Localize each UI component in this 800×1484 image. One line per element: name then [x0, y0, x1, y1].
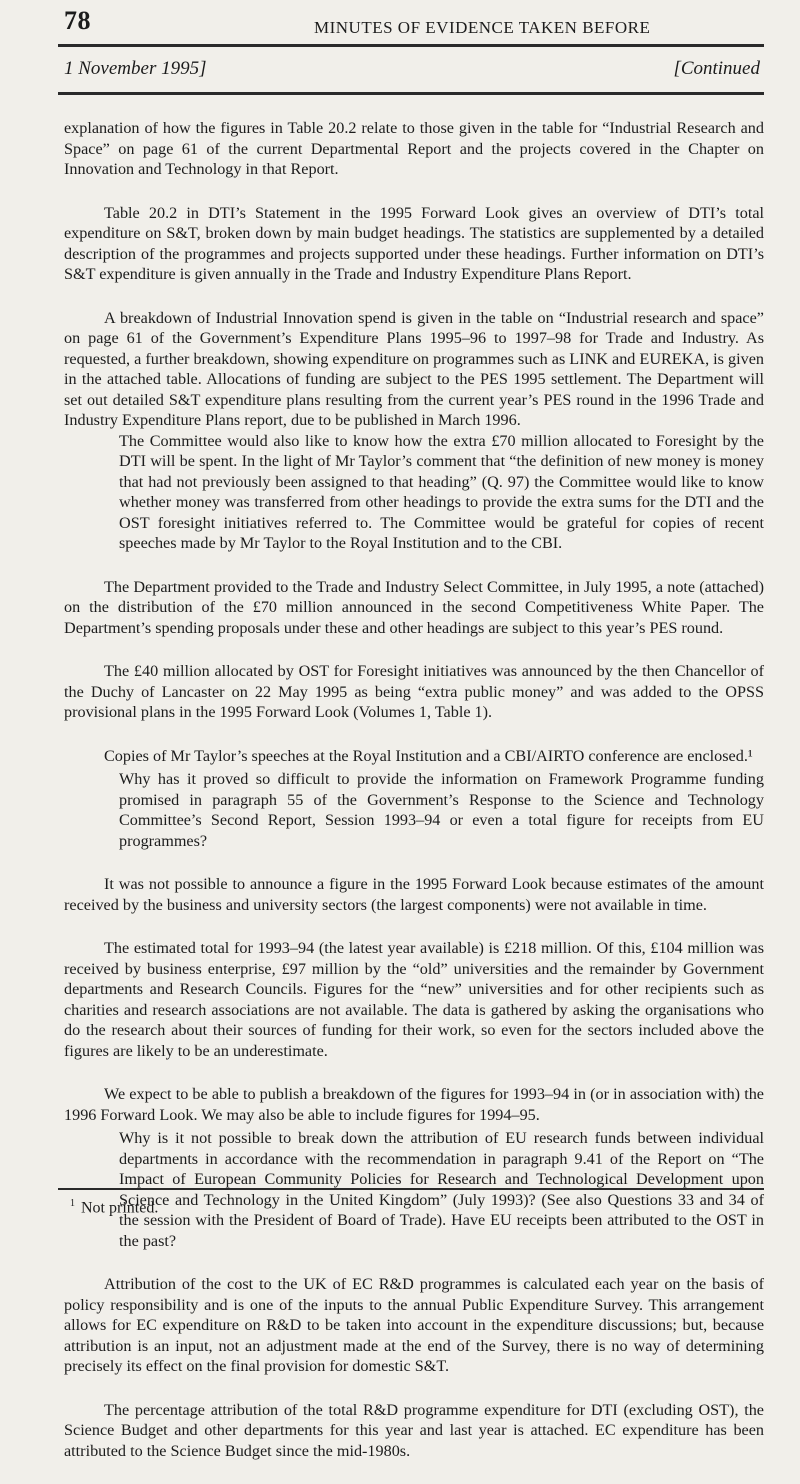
- document-body: [64, 118, 764, 1484]
- paragraph-answer: We expect to be able to publish a breakdown of the figures for 1993–94 in (or in association with) the 1996 Forward Look. We may also be able to include figures for 1994–95.: [64, 1085, 764, 1124]
- footnote-text: Not printed.: [81, 1199, 159, 1217]
- running-title: MINUTES OF EVIDENCE TAKEN BEFORE: [314, 18, 651, 37]
- date-header: [64, 58, 760, 80]
- header-rule-bottom: [58, 92, 764, 95]
- session-date: 1 November 1995]: [64, 58, 207, 79]
- paragraph-answer: It was not possible to announce a figure in the 1995 Forward Look because estimates of the amount received by the business and university sectors (the largest components) were not available in time.: [64, 875, 764, 914]
- paragraph-answer: The £40 million allocated by OST for Foresight initiatives was announced by the then Chancellor of the Duchy of Lancaster on 22 May 1995 as being “extra public money” and was added to the OPSS provisional plans in the 1995 Forward Look (Volumes 1, Table 1).: [64, 662, 764, 721]
- paragraph-question: Why has it proved so difficult to provide the information on Framework Programme funding promised in paragraph 55 of the Government’s Response to the Science and Technology Committee’s Second Report, Session 1993–94 or even a total figure for receipts from EU programmes?: [119, 770, 764, 850]
- paragraph-answer: Attribution of the cost to the UK of EC R&D programmes is calculated each year on the basis of policy responsibility and is one of the inputs to the annual Public Expenditure Survey. This arrangement allows for EC expenditure on R&D to be taken into account in the expenditure discussions; but, because attribution is an input, not an adjustment made at the end of the Survey, there is no way of determining precisely its effect on the final provision for domestic S&T.: [64, 1275, 764, 1375]
- footnote-marker: 1: [70, 1198, 75, 1209]
- paragraph-answer: The estimated total for 1993–94 (the latest year available) is £218 million. Of this, £104 million was received by business enterprise, £97 million by the “old” universities and the remainder by Government departments and Research Councils. Figures for the “new” universities and for other recipients such as charities and research associations are not available. The data is gathered by asking the organisations who do the research about their sources of funding for their work, so even for the sectors included above the figures are likely to be an underestimate.: [64, 939, 764, 1060]
- paragraph-answer: The percentage attribution of the total R&D programme expenditure for DTI (excluding OST), the Science Budget and other departments for this year and last year is attached. EC expenditure has been attributed to the Science Budget since the mid-1980s.: [64, 1400, 764, 1460]
- footnote: [70, 1198, 158, 1217]
- header-rule-top: [58, 44, 764, 47]
- paragraph-answer: explanation of how the figures in Table 20.2 relate to those given in the table for “Industrial Research and Space” on page 61 of the current Departmental Report and the projects covered in the Chapter on Innovation and Technology in that Report.: [64, 119, 764, 178]
- paragraph-answer: A breakdown of Industrial Innovation spend is given in the table on “Industrial research and space” on page 61 of the Government’s Expenditure Plans 1995–96 to 1997–98 for Trade and Industry. As requested, a further breakdown, showing expenditure on programmes such as LINK and EUREKA, is given in the attached table. Allocations of funding are subject to the PES 1995 settlement. The Department will set out detailed S&T expenditure plans resulting from the current year’s PES round in the 1996 Trade and Industry Expenditure Plans report, due to be published in March 1996.: [64, 308, 764, 429]
- paragraph-question: Why is it not possible to break down the attribution of EU research funds between individual departments in accordance with the recommendation in paragraph 9.41 of the Report on “The Impact of European Community Policies for Research and Technological Development upon Science and Technology in the United Kingdom” (July 1993)? (See also Questions 33 and 34 of the session with the President of Board of Trade). Have EU receipts been attributed to the OST in the past?: [119, 1129, 764, 1250]
- page-number: 78: [64, 6, 91, 35]
- paragraph-answer: Copies of Mr Taylor’s speeches at the Royal Institution and a CBI/AIRTO conference are enclosed.¹: [104, 746, 753, 765]
- paragraph-answer: Table 20.2 in DTI’s Statement in the 1995 Forward Look gives an overview of DTI’s total expenditure on S&T, broken down by main budget headings. The statistics are supplemented by a detailed description of the programmes and projects supported under these headings. Further information on DTI’s S&T expenditure is given annually in the Trade and Industry Expenditure Plans Report.: [64, 203, 764, 283]
- footnote-rule: [58, 1188, 764, 1190]
- paragraph-answer: The Department provided to the Trade and Industry Select Committee, in July 1995, a note (attached) on the distribution of the £70 million announced in the second Competitiveness White Paper. The Department’s spending proposals under these and other headings are subject to this year’s PES round.: [64, 577, 764, 637]
- paragraph-question: The Committee would also like to know how the extra £70 million allocated to Foresight by the DTI will be spent. In the light of Mr Taylor’s comment that “the definition of new money is money that had not previously been assigned to that heading” (Q. 97) the Committee would like to know whether money was transferred from other headings to provide the extra sums for the DTI and the OST foresight initiatives referred to. The Committee would be grateful for copies of recent speeches made by Mr Taylor to the Royal Institution and to the CBI.: [119, 431, 764, 552]
- continued-label: [Continued: [673, 58, 760, 79]
